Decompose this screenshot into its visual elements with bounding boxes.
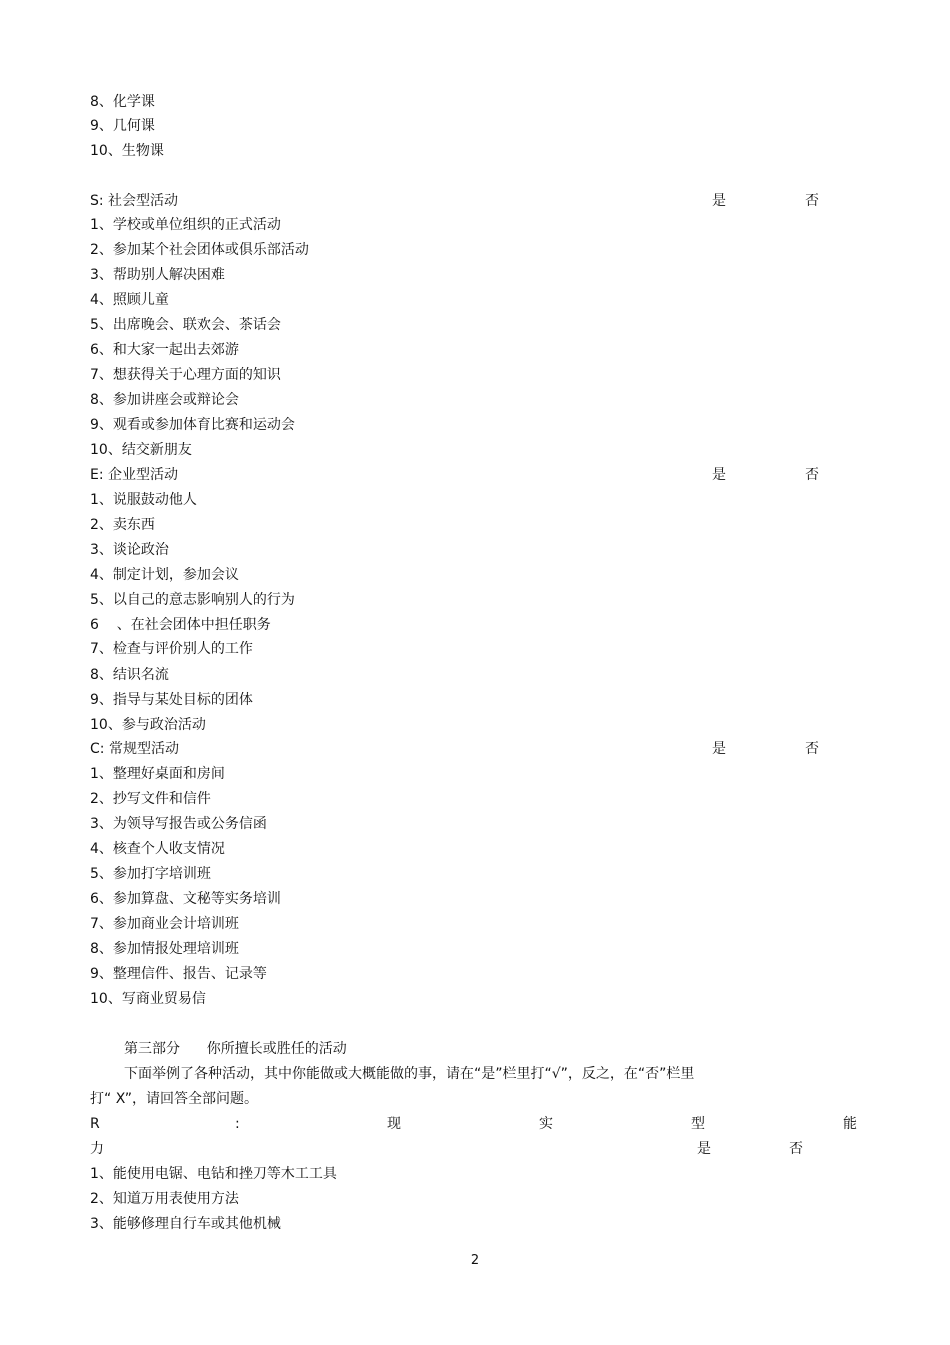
list-item: 7、参加商业会计培训班 [90,916,239,932]
list-item: 6 、在社会团体中担任职务 [90,617,271,633]
list-item: 10、生物课 [90,143,164,159]
part-title: 第三部分 你所擅长或胜任的活动 [124,1041,347,1057]
list-item: 2、卖东西 [90,517,155,533]
list-item: 6、参加算盘、文秘等实务培训 [90,891,281,907]
no-column-label: 否 [805,467,819,483]
list-item: 3、能够修理自行车或其他机械 [90,1216,281,1232]
instruction-line: 打“ X”，请回答全部问题。 [90,1091,258,1107]
header-char: R [90,1116,100,1132]
list-item: 4、制定计划，参加会议 [90,567,239,583]
page-number: 2 [470,1253,480,1268]
list-item: 4、核查个人收支情况 [90,841,225,857]
yes-column-label: 是 [712,741,726,757]
list-item: 3、为领导写报告或公务信函 [90,816,267,832]
list-item: 8、参加讲座会或辩论会 [90,392,239,408]
list-item: 8、参加情报处理培训班 [90,941,239,957]
header-char: : [235,1116,240,1132]
list-item: 4、照顾儿童 [90,292,169,308]
list-item: 6、和大家一起出去郊游 [90,342,239,358]
header-char: 型 [691,1116,705,1132]
list-item: 2、参加某个社会团体或俱乐部活动 [90,242,309,258]
yes-column-label: 是 [697,1141,711,1157]
list-item: 5、参加打字培训班 [90,866,211,882]
list-item: 1、说服鼓动他人 [90,492,197,508]
section-header: S: 社会型活动 [90,193,179,209]
no-column-label: 否 [805,193,819,209]
list-item: 1、能使用电锯、电钻和挫刀等木工工具 [90,1166,337,1182]
header-char: 能 [843,1116,857,1132]
list-item: 8、化学课 [90,94,155,110]
list-item: 2、抄写文件和信件 [90,791,211,807]
yes-column-label: 是 [712,193,726,209]
list-item: 10、写商业贸易信 [90,991,206,1007]
list-item: 5、出席晚会、联欢会、茶话会 [90,317,281,333]
yes-column-label: 是 [712,467,726,483]
list-item: 9、几何课 [90,118,155,134]
section-header: C: 常规型活动 [90,741,179,757]
no-column-label: 否 [805,741,819,757]
list-item: 9、整理信件、报告、记录等 [90,966,267,982]
list-item: 10、参与政治活动 [90,717,206,733]
list-item: 1、整理好桌面和房间 [90,766,225,782]
list-item: 8、结识名流 [90,667,169,683]
header-char: 现 [387,1116,401,1132]
list-item: 2、知道万用表使用方法 [90,1191,239,1207]
list-item: 5、以自己的意志影响别人的行为 [90,592,295,608]
instruction-line: 下面举例了各种活动，其中你能做或大概能做的事，请在“是”栏里打“√”，反之，在“否”栏里 [124,1066,695,1082]
header-char: 力 [90,1141,104,1157]
list-item: 7、检查与评价别人的工作 [90,641,253,657]
section-header: E: 企业型活动 [90,467,179,483]
no-column-label: 否 [789,1141,803,1157]
list-item: 9、指导与某处目标的团体 [90,692,253,708]
list-item: 3、帮助别人解决困难 [90,267,225,283]
list-item: 10、结交新朋友 [90,442,192,458]
list-item: 9、观看或参加体育比赛和运动会 [90,417,295,433]
header-char: 实 [539,1116,553,1132]
list-item: 3、谈论政治 [90,542,169,558]
list-item: 1、学校或单位组织的正式活动 [90,217,281,233]
list-item: 7、想获得关于心理方面的知识 [90,367,281,383]
